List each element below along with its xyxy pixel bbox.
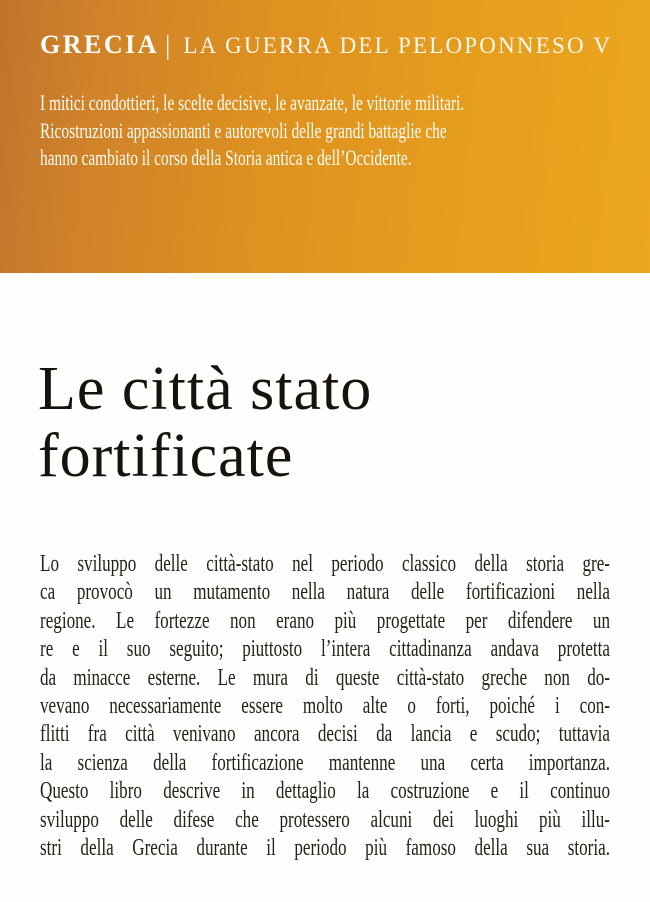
title-line: Le città stato xyxy=(38,355,373,423)
body-line: sviluppo delle difese che protessero alcuni dei luoghi più illu- xyxy=(40,806,610,833)
body-line: ca provocò un mutamento nella natura delle fortificazioni nella xyxy=(40,579,610,606)
masthead xyxy=(0,0,650,273)
collection-title: LA GUERRA DEL PELOPONNESO V xyxy=(183,33,613,58)
divider-bar: | xyxy=(165,30,171,60)
page-title xyxy=(38,356,372,490)
body-line: Questo libro descrive in dettaglio la costruzione e il continuo xyxy=(40,778,610,805)
tagline-line: hanno cambiato il corso della Storia antica e dell’Occidente. xyxy=(40,145,412,170)
body-line: vevano necessariamente essere molto alte o forti, poiché i con- xyxy=(40,693,610,720)
body-line: re e il suo seguito; piuttosto l’intera cittadinanza andava protetta xyxy=(40,636,610,663)
body-line: flitti fra città venivano ancora decisi da lancia e scudo; tuttavia xyxy=(40,721,610,748)
body-line: Lo sviluppo delle città-stato nel periodo classico della storia gre- xyxy=(40,551,610,577)
body-line: da minacce esterne. Le mura di queste città-stato greche non do- xyxy=(40,664,610,691)
series-name: GRECIA xyxy=(40,30,160,59)
body-text xyxy=(40,550,610,862)
body-line: stri della Grecia durante il periodo più famoso della sua storia. xyxy=(40,835,610,862)
tagline-line: I mitici condottieri, le scelte decisive, le avanzate, le vittorie militari. xyxy=(40,90,465,115)
tagline-line: Ricostruzioni appassionanti e autorevoli delle grandi battaglie che xyxy=(40,117,447,143)
tagline xyxy=(40,89,593,172)
masthead-title-row xyxy=(40,30,612,64)
body-line: regione. Le fortezze non erano più progettate per difendere un xyxy=(40,607,610,634)
title-line: fortificate xyxy=(38,422,294,490)
body-line: la scienza della fortificazione mantenne una certa importanza. xyxy=(40,749,610,776)
